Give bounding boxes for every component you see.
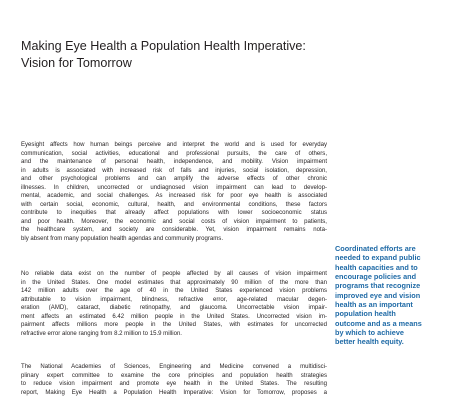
paragraph-line: and the maintenance of personal health, independence, and mobility. Vision impairment — [21, 159, 327, 166]
callout-line: health capacities and to — [335, 262, 418, 272]
paragraph-line: plinary expert committee to examine the core principles and population health strategies — [21, 372, 327, 379]
report-title-line: Vision for Tomorrow — [21, 56, 132, 70]
paragraph-line: and other psychological problems and can amplify the adverse effects of other chronic — [21, 176, 327, 183]
paragraph-line: eration (AMD), cataract, diabetic retinopathy, and glaucoma. Uncorrectable vision impair- — [21, 305, 327, 312]
paragraph-line: report, Making Eye Health a Population Health Imperative: Vision for Tomorrow, proposes a — [21, 389, 327, 396]
paragraph-line: The National Academies of Sciences, Engineering and Medicine convened a multidisci- — [21, 364, 327, 370]
paragraph-line: pairment affects millions more people in the United States, with estimates for uncorrected — [21, 322, 327, 329]
callout-line: by which to achieve — [335, 328, 404, 338]
paragraph-line: Eyesight affects how human beings perceive and interpret the world and is used for everyday — [21, 142, 327, 148]
paragraph-line: contribute to inequities that already affect populations with lower socioeconomic status — [21, 210, 327, 217]
paragraph-line: ment affects an estimated 6.42 million people in the United States. Uncorrected vision im- — [21, 313, 327, 320]
callout-line: health as an important — [335, 300, 413, 310]
paragraph-line: refractive error alone ranging from 8.2 million to 15.9 million. — [21, 330, 182, 337]
report-title-line: Making Eye Health a Population Health Imperative: — [21, 39, 306, 53]
paragraph-line: attributable to vision impairment, blindness, refractive error, age-related macular degen- — [21, 296, 327, 303]
callout-line: better health equity. — [335, 337, 404, 347]
body-paragraph-3 — [21, 363, 327, 397]
paragraph-line: the healthcare system, and society are considerable. Yet, vision impairment remains nota- — [21, 227, 327, 234]
pull-quote-callout — [335, 244, 465, 347]
callout-line: population health — [335, 309, 396, 319]
paragraph-line: No reliable data exist on the number of people affected by all causes of vision impairment — [21, 271, 327, 277]
callout-line: outcome and as a means — [335, 318, 422, 328]
paragraph-line: and poor health. Moreover, the economic and social costs of vision impairment to patients, — [21, 218, 327, 225]
report-title — [21, 38, 341, 72]
callout-line: needed to expand public — [335, 253, 421, 263]
paragraph-line: with certain social, economic, cultural, health, and environmental conditions, these factors — [21, 201, 327, 208]
callout-line: encourage policies and — [335, 272, 417, 282]
body-paragraph-2 — [21, 270, 327, 338]
paragraph-line: to reduce vision impairment and promote eye health in the United States. The resulting — [21, 381, 327, 388]
callout-line: improved eye and vision — [335, 290, 421, 300]
paragraph-line: 142 million adults over the age of 40 in the United States experienced vision problems — [21, 288, 327, 295]
callout-line: Coordinated efforts are — [335, 244, 416, 253]
paragraph-line: in the United States. One model estimates that approximately 90 million of the more than — [21, 279, 327, 286]
paragraph-line: bly absent from many population health agendas and community programs. — [21, 236, 224, 243]
paragraph-line: in adults is associated with increased risk of falls and injuries, social isolation, depression, — [21, 167, 327, 174]
callout-line: programs that recognize — [335, 281, 421, 291]
body-paragraph-1 — [21, 141, 327, 244]
paragraph-line: communication, social activities, educational and professional pursuits, the care of others, — [21, 150, 327, 157]
paragraph-line: mental, academic, and social challenges. As increased risk for poor eye health is associated — [21, 193, 327, 200]
paragraph-line: illnesses. In children, uncorrected or undiagnosed vision impairment can lead to develop- — [21, 184, 327, 191]
